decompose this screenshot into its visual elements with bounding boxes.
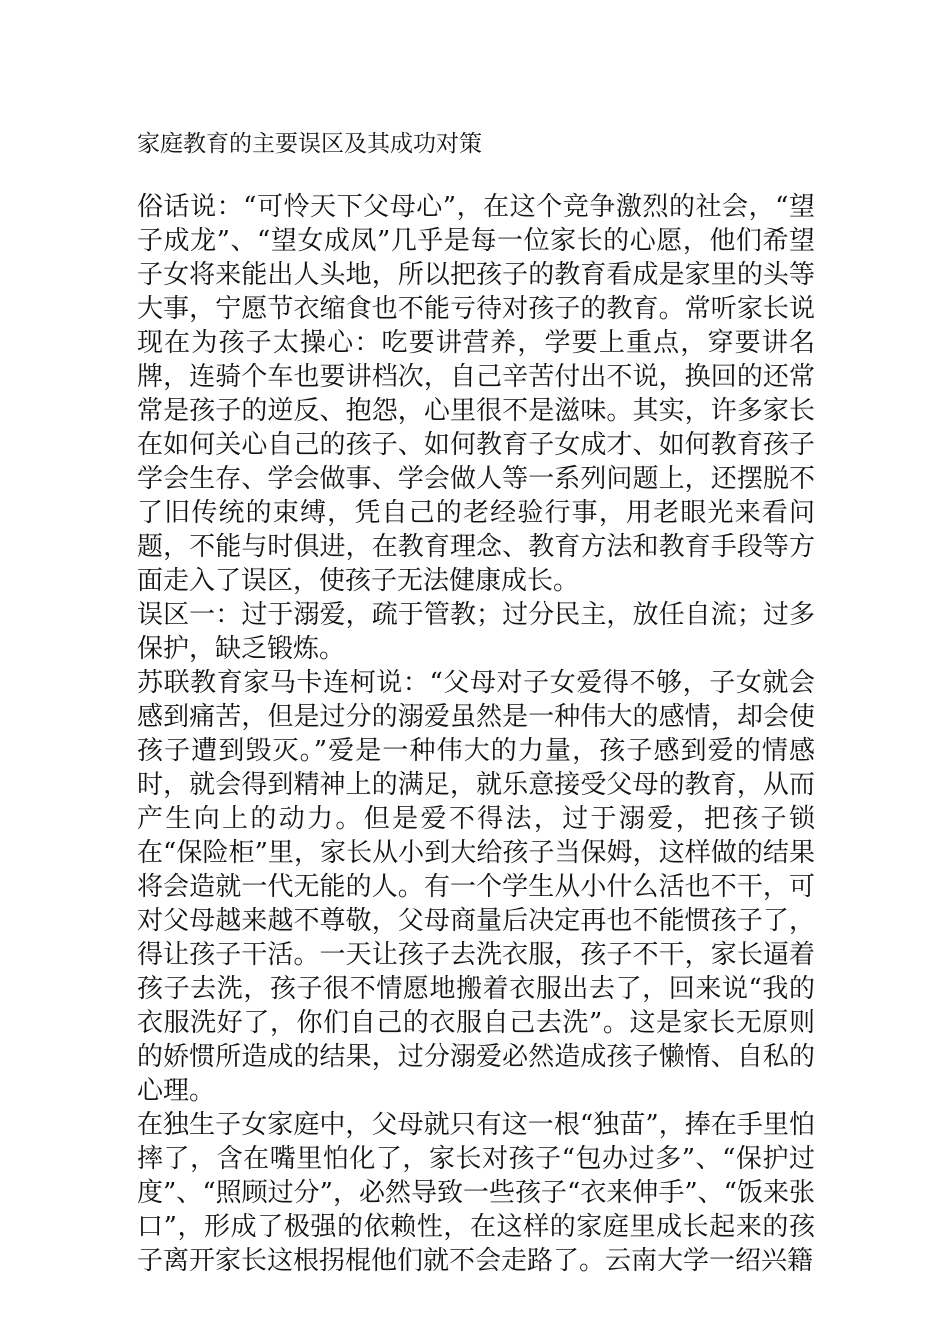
paragraph-misconception-one-heading: 误区一：过于溺爱，疏于管教；过分民主，放任自流；过多保护，缺乏锻炼。 bbox=[137, 600, 815, 664]
document-title: 家庭教育的主要误区及其成功对策 bbox=[137, 131, 482, 157]
document-body bbox=[137, 190, 815, 1278]
paragraph-only-child: 在独生子女家庭中，父母就只有这一根“独苗”，捧在手里怕摔了，含在嘴里怕化了，家长对孩子“包办过多”、“保护过度”、“照顾过分”，必然导致一些孩子“衣来伸手”、“饭来张口”，形成了极强的依赖性，在这样的家庭里成长起来的孩子离开家长这根拐棍他们就不会走路了。云南大学一绍兴籍 bbox=[137, 1110, 815, 1276]
paragraph-makarenko-quote: 苏联教育家马卡连柯说：“父母对子女爱得不够，子女就会感到痛苦，但是过分的溺爱虽然是一种伟大的感情，却会使孩子遭到毁灭。”爱是一种伟大的力量，孩子感到爱的情感时，就会得到精神上的满足，就乐意接受父母的教育，从而产生向上的动力。但是爱不得法，过于溺爱，把孩子锁在“保险柜”里，家长从小到大给孩子当保姆，这样做的结果将会造就一代无能的人。有一个学生从小什么活也不干，可对父母越来越不尊敬，父母商量后决定再也不能惯孩子了，得让孩子干活。一天让孩子去洗衣服，孩子不干，家长逼着孩子去洗，孩子很不情愿地搬着衣服出去了，回来说“我的衣服洗好了，你们自己的衣服自己去洗”。这是家长无原则的娇惯所造成的结果，过分溺爱必然造成孩子懒惰、自私的心理。 bbox=[137, 668, 815, 1106]
paragraph-intro: 俗话说：“可怜天下父母心”，在这个竞争激烈的社会，“望子成龙”、“望女成凤”几乎是每一位家长的心愿，他们希望子女将来能出人头地，所以把孩子的教育看成是家里的头等大事，宁愿节衣缩食也不能亏待对孩子的教育。常听家长说现在为孩子太操心：吃要讲营养，学要上重点，穿要讲名牌，连骑个车也要讲档次，自己辛苦付出不说，换回的还常常是孩子的逆反、抱怨，心里很不是滋味。其实，许多家长在如何关心自己的孩子、如何教育子女成才、如何教育孩子学会生存、学会做事、学会做人等一系列问题上，还摆脱不了旧传统的束缚，凭自己的老经验行事，用老眼光来看问题，不能与时俱进，在教育理念、教育方法和教育手段等方面走入了误区，使孩子无法健康成长。 bbox=[137, 192, 815, 596]
